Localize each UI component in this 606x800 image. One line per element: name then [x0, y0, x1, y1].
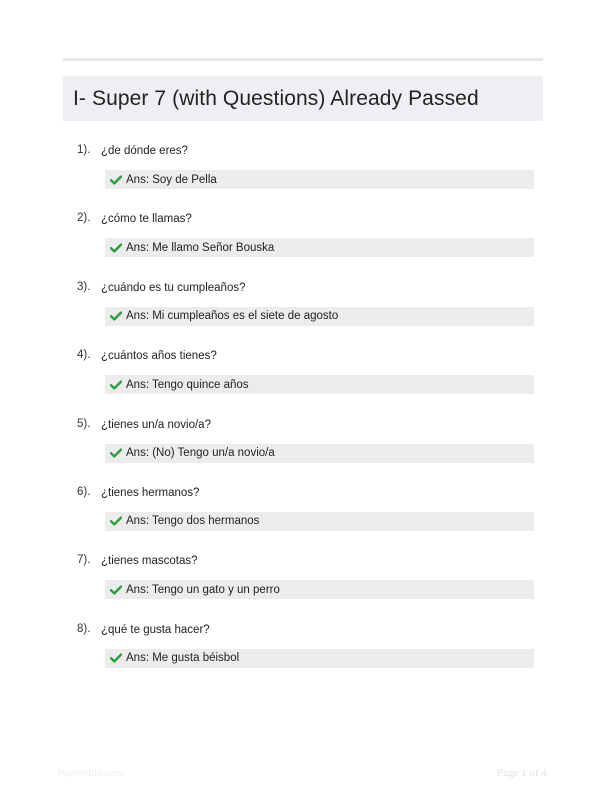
- title-banner: [63, 76, 543, 121]
- question-text: ¿qué te gusta hacer?: [101, 623, 210, 636]
- answer-box: [105, 580, 534, 599]
- question-item: [63, 416, 543, 484]
- question-text: ¿tienes mascotas?: [101, 555, 198, 568]
- question-item: [63, 552, 543, 620]
- question-text: ¿cuántos años tienes?: [101, 350, 217, 363]
- question-number: 3).: [77, 280, 91, 293]
- check-icon: [110, 516, 122, 526]
- question-number: 1).: [77, 144, 91, 156]
- answer-box: [105, 444, 534, 463]
- question-item: [63, 279, 543, 347]
- check-icon: [110, 380, 122, 390]
- check-icon: [110, 448, 122, 458]
- question-number: 6).: [77, 485, 91, 498]
- question-item: [63, 347, 543, 415]
- check-icon: [110, 653, 122, 663]
- question-number: 2).: [77, 212, 91, 225]
- page-title: I- Super 7 (with Questions) Already Passed: [73, 86, 479, 110]
- answer-box: [105, 375, 534, 394]
- answer-text: Ans: Me llamo Señor Bouska: [126, 241, 275, 254]
- answer-text: Ans: Me gusta béisbol: [126, 652, 240, 665]
- question-list: [63, 142, 543, 689]
- answer-box: [105, 512, 534, 531]
- question-text: ¿tienes hermanos?: [101, 486, 200, 499]
- check-icon: [110, 311, 122, 321]
- question-number: 5).: [77, 417, 91, 430]
- check-icon: [110, 243, 122, 253]
- answer-text: Ans: Mi cumpleaños es el siete de agosto: [126, 310, 339, 323]
- page-number: Page 1 of 4: [497, 767, 547, 779]
- answer-text: Ans: Tengo un gato y un perro: [126, 583, 280, 596]
- question-number: 4).: [77, 349, 91, 362]
- question-item: [63, 484, 543, 552]
- answer-text: Ans: Soy de Pella: [126, 173, 217, 186]
- answer-text: Ans: Tengo dos hermanos: [126, 515, 260, 528]
- question-item: [63, 142, 543, 210]
- answer-box: [105, 170, 534, 189]
- question-text: ¿cuándo es tu cumpleaños?: [101, 281, 246, 294]
- question-item: [63, 621, 543, 689]
- answer-text: Ans: Tengo quince años: [126, 378, 249, 391]
- question-text: ¿tienes un/a novio/a?: [101, 418, 211, 431]
- question-item: [63, 210, 543, 278]
- check-icon: [110, 585, 122, 595]
- question-number: 8).: [77, 622, 91, 635]
- question-number: 7).: [77, 554, 91, 567]
- answer-text: Ans: (No) Tengo un/a novio/a: [126, 447, 275, 460]
- answer-box: [105, 307, 534, 326]
- answer-box: [105, 238, 534, 257]
- answer-box: [105, 649, 534, 668]
- check-icon: [110, 175, 122, 185]
- top-divider: [63, 58, 543, 61]
- footer-site-watermark: PapersBlic.com: [58, 768, 124, 779]
- question-text: ¿de dónde eres?: [101, 145, 188, 157]
- question-text: ¿cómo te llamas?: [101, 213, 192, 226]
